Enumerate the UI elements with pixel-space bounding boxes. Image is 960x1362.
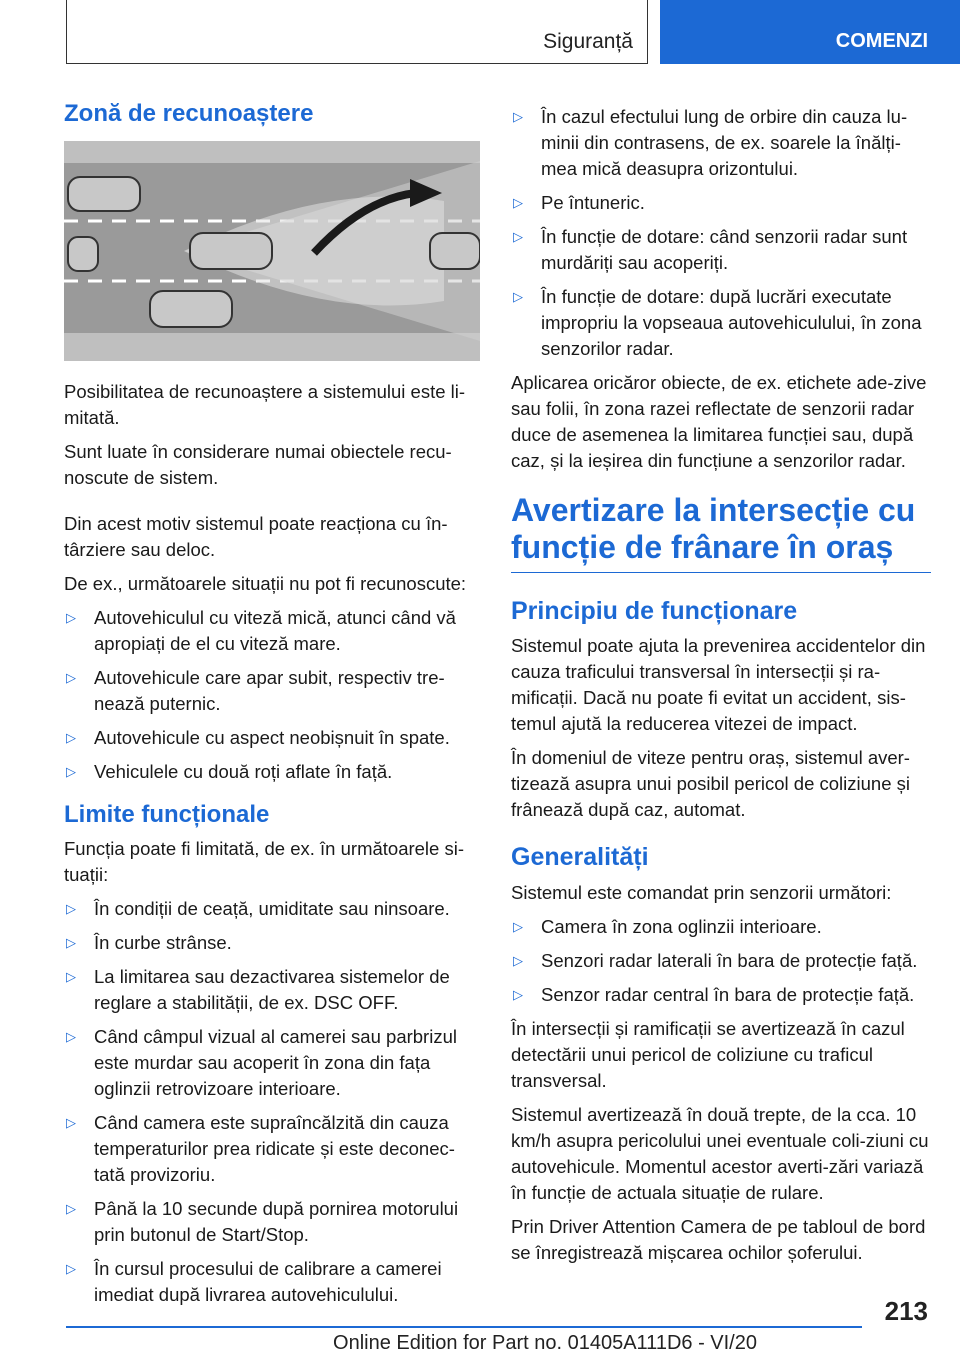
triangle-bullet-icon: ▷ bbox=[66, 1261, 76, 1277]
paragraph-unrecognized-situations: De ex., următoarele situații nu pot fi recunoscute: bbox=[64, 573, 467, 595]
triangle-bullet-icon: ▷ bbox=[66, 1029, 76, 1045]
list-functional-limits-continued bbox=[511, 104, 931, 362]
list-item: ▷ Autovehicule care apar subit, respectiv tre-nează puternic. bbox=[66, 667, 445, 715]
header-box bbox=[66, 0, 648, 64]
list-item: ▷ Când camera este supraîncălzită din cauza temperaturilor prea ridicate și este deconec-tată provizoriu. bbox=[66, 1112, 455, 1186]
list-item: ▷ Când câmpul vizual al camerei sau parbrizul este murdar sau acoperit în zona din fața oglinzii retrovizoare interioare. bbox=[66, 1026, 457, 1100]
list-item: ▷ Senzori radar laterali în bara de protecție față. bbox=[511, 948, 931, 974]
list-item: ▷ În cazul efectului lung de orbire din cauza lu-minii din contrasens, de ex. soarele la înălți-mea mică deasupra orizontului. bbox=[513, 106, 908, 179]
list-item: ▷ La limitarea sau dezactivarea sistemelor de reglare a stabilității, de ex. DSC OFF. bbox=[66, 966, 450, 1014]
recognition-zone-illustration bbox=[64, 141, 480, 361]
triangle-bullet-icon: ▷ bbox=[513, 195, 523, 210]
triangle-bullet-icon: ▷ bbox=[66, 1201, 76, 1217]
list-sensors bbox=[511, 914, 931, 1008]
heading-general: Generalități bbox=[511, 843, 649, 872]
list-item: ▷ Pe întuneric. bbox=[511, 190, 931, 216]
heading-functional-limits: Limite funcționale bbox=[64, 801, 270, 829]
triangle-bullet-icon: ▷ bbox=[513, 229, 523, 244]
list-item: ▷ Senzor radar central în bara de protecție față. bbox=[511, 982, 931, 1008]
triangle-bullet-icon: ▷ bbox=[66, 730, 76, 746]
list-item: ▷ Camera în zona oglinzii interioare. bbox=[511, 914, 931, 940]
list-item: ▷ Autovehicule cu aspect neobișnuit în spate. bbox=[64, 725, 484, 751]
list-unrecognized-situations bbox=[64, 605, 484, 785]
paragraph-sensors-intro: Sistemul este comandat prin senzorii următori: bbox=[511, 881, 892, 903]
paragraph-recognized-objects: Sunt luate în considerare numai obiectele recu-noscute de sistem. bbox=[64, 441, 452, 489]
paragraph-accident-prevention: Sistemul poate ajuta la prevenirea accidentelor din cauza traficului transversal în intersecții și ra-mificații. Dacă nu poate fi evitat un accident, sis-temul ajută la reducerea vitezei de impact. bbox=[511, 635, 926, 735]
triangle-bullet-icon: ▷ bbox=[513, 289, 523, 304]
header-chapter-tab[interactable]: COMENZI bbox=[660, 0, 960, 64]
left-column bbox=[64, 98, 484, 1316]
list-item: ▷ În condiții de ceață, umiditate sau ninsoare. bbox=[64, 896, 484, 922]
triangle-bullet-icon: ▷ bbox=[66, 764, 76, 780]
list-functional-limits bbox=[64, 896, 484, 1308]
heading-recognition-zone: Zonă de recunoaștere bbox=[64, 100, 314, 127]
list-item: ▷ În cursul procesului de calibrare a camerei imediat după livrarea autovehiculului. bbox=[66, 1258, 442, 1306]
right-column bbox=[511, 104, 931, 1274]
triangle-bullet-icon: ▷ bbox=[513, 918, 523, 934]
paragraph-sticker-warning: Aplicarea oricăror obiecte, de ex. etichete ade-zive sau folii, în zona razei reflectate de senzorii radar duce de asemenea la limitarea funcției sau, după caz, și la ieșirea din funcțiune a senzorilor radar. bbox=[511, 372, 927, 471]
paragraph-limited-function: Funcția poate fi limitată, de ex. în următoarele si-tuații: bbox=[64, 838, 464, 886]
header-section-title: Siguranță bbox=[543, 30, 633, 53]
page-number: 213 bbox=[884, 1296, 928, 1326]
triangle-bullet-icon: ▷ bbox=[513, 952, 523, 968]
list-item: ▷ Până la 10 secunde după pornirea motorului prin butonul de Start/Stop. bbox=[66, 1198, 459, 1246]
list-item: ▷ În funcție de dotare: când senzorii radar sunt murdăriți sau acoperiți. bbox=[513, 226, 908, 273]
triangle-bullet-icon: ▷ bbox=[66, 670, 76, 686]
paragraph-two-stage-warning: Sistemul avertizează în două trepte, de la cca. 10 km/h asupra pericolului unei eventuale coli-ziuni cu autovehicule. Momentul acestor averti-zări variază în funcție de actuala situație de rulare. bbox=[511, 1103, 929, 1203]
paragraph-intersection-warning: În intersecții și ramificații se avertizează în cazul detectării unui pericol de coliziune cu traficul transversal. bbox=[511, 1017, 905, 1091]
paragraph-limited-recognition: Posibilitatea de recunoaștere a sistemului este li-mitată. bbox=[64, 381, 466, 429]
list-item: ▷ Autovehiculul cu viteză mică, atunci când vă apropiați de el cu viteză mare. bbox=[66, 607, 456, 655]
triangle-bullet-icon: ▷ bbox=[66, 610, 76, 626]
list-item: ▷ Vehiculele cu două roți aflate în față. bbox=[64, 759, 484, 785]
list-item: ▷ În funcție de dotare: după lucrări executate impropriu la vopseaua autovehiculului, în zona senzorilor radar. bbox=[513, 286, 922, 359]
footer-divider bbox=[66, 1326, 862, 1328]
section-title-intersection-warning: Avertizare la intersecție cu funcție de frânare în oraș bbox=[511, 492, 931, 573]
triangle-bullet-icon: ▷ bbox=[66, 1115, 76, 1131]
triangle-bullet-icon: ▷ bbox=[66, 935, 76, 951]
triangle-bullet-icon: ▷ bbox=[66, 969, 76, 985]
paragraph-delayed-reaction: Din acest motiv sistemul poate reacționa cu în-târziere sau deloc. bbox=[64, 513, 448, 561]
paragraph-driver-attention-camera: Prin Driver Attention Camera de pe tabloul de bord se înregistrează mișcarea ochilor șoferului. bbox=[511, 1215, 926, 1263]
heading-operating-principle: Principiu de funcționare bbox=[511, 596, 798, 625]
paragraph-city-speed-range: În domeniul de viteze pentru oraș, sistemul aver-tizează asupra unui posibil pericol de coliziune și frânează după caz, automat. bbox=[511, 747, 911, 821]
triangle-bullet-icon: ▷ bbox=[66, 901, 76, 917]
triangle-bullet-icon: ▷ bbox=[513, 986, 523, 1002]
footer-edition: Online Edition for Part no. 01405A111D6 - VI/20 bbox=[333, 1332, 757, 1354]
list-item: ▷ În curbe strânse. bbox=[64, 930, 484, 956]
triangle-bullet-icon: ▷ bbox=[513, 109, 523, 124]
